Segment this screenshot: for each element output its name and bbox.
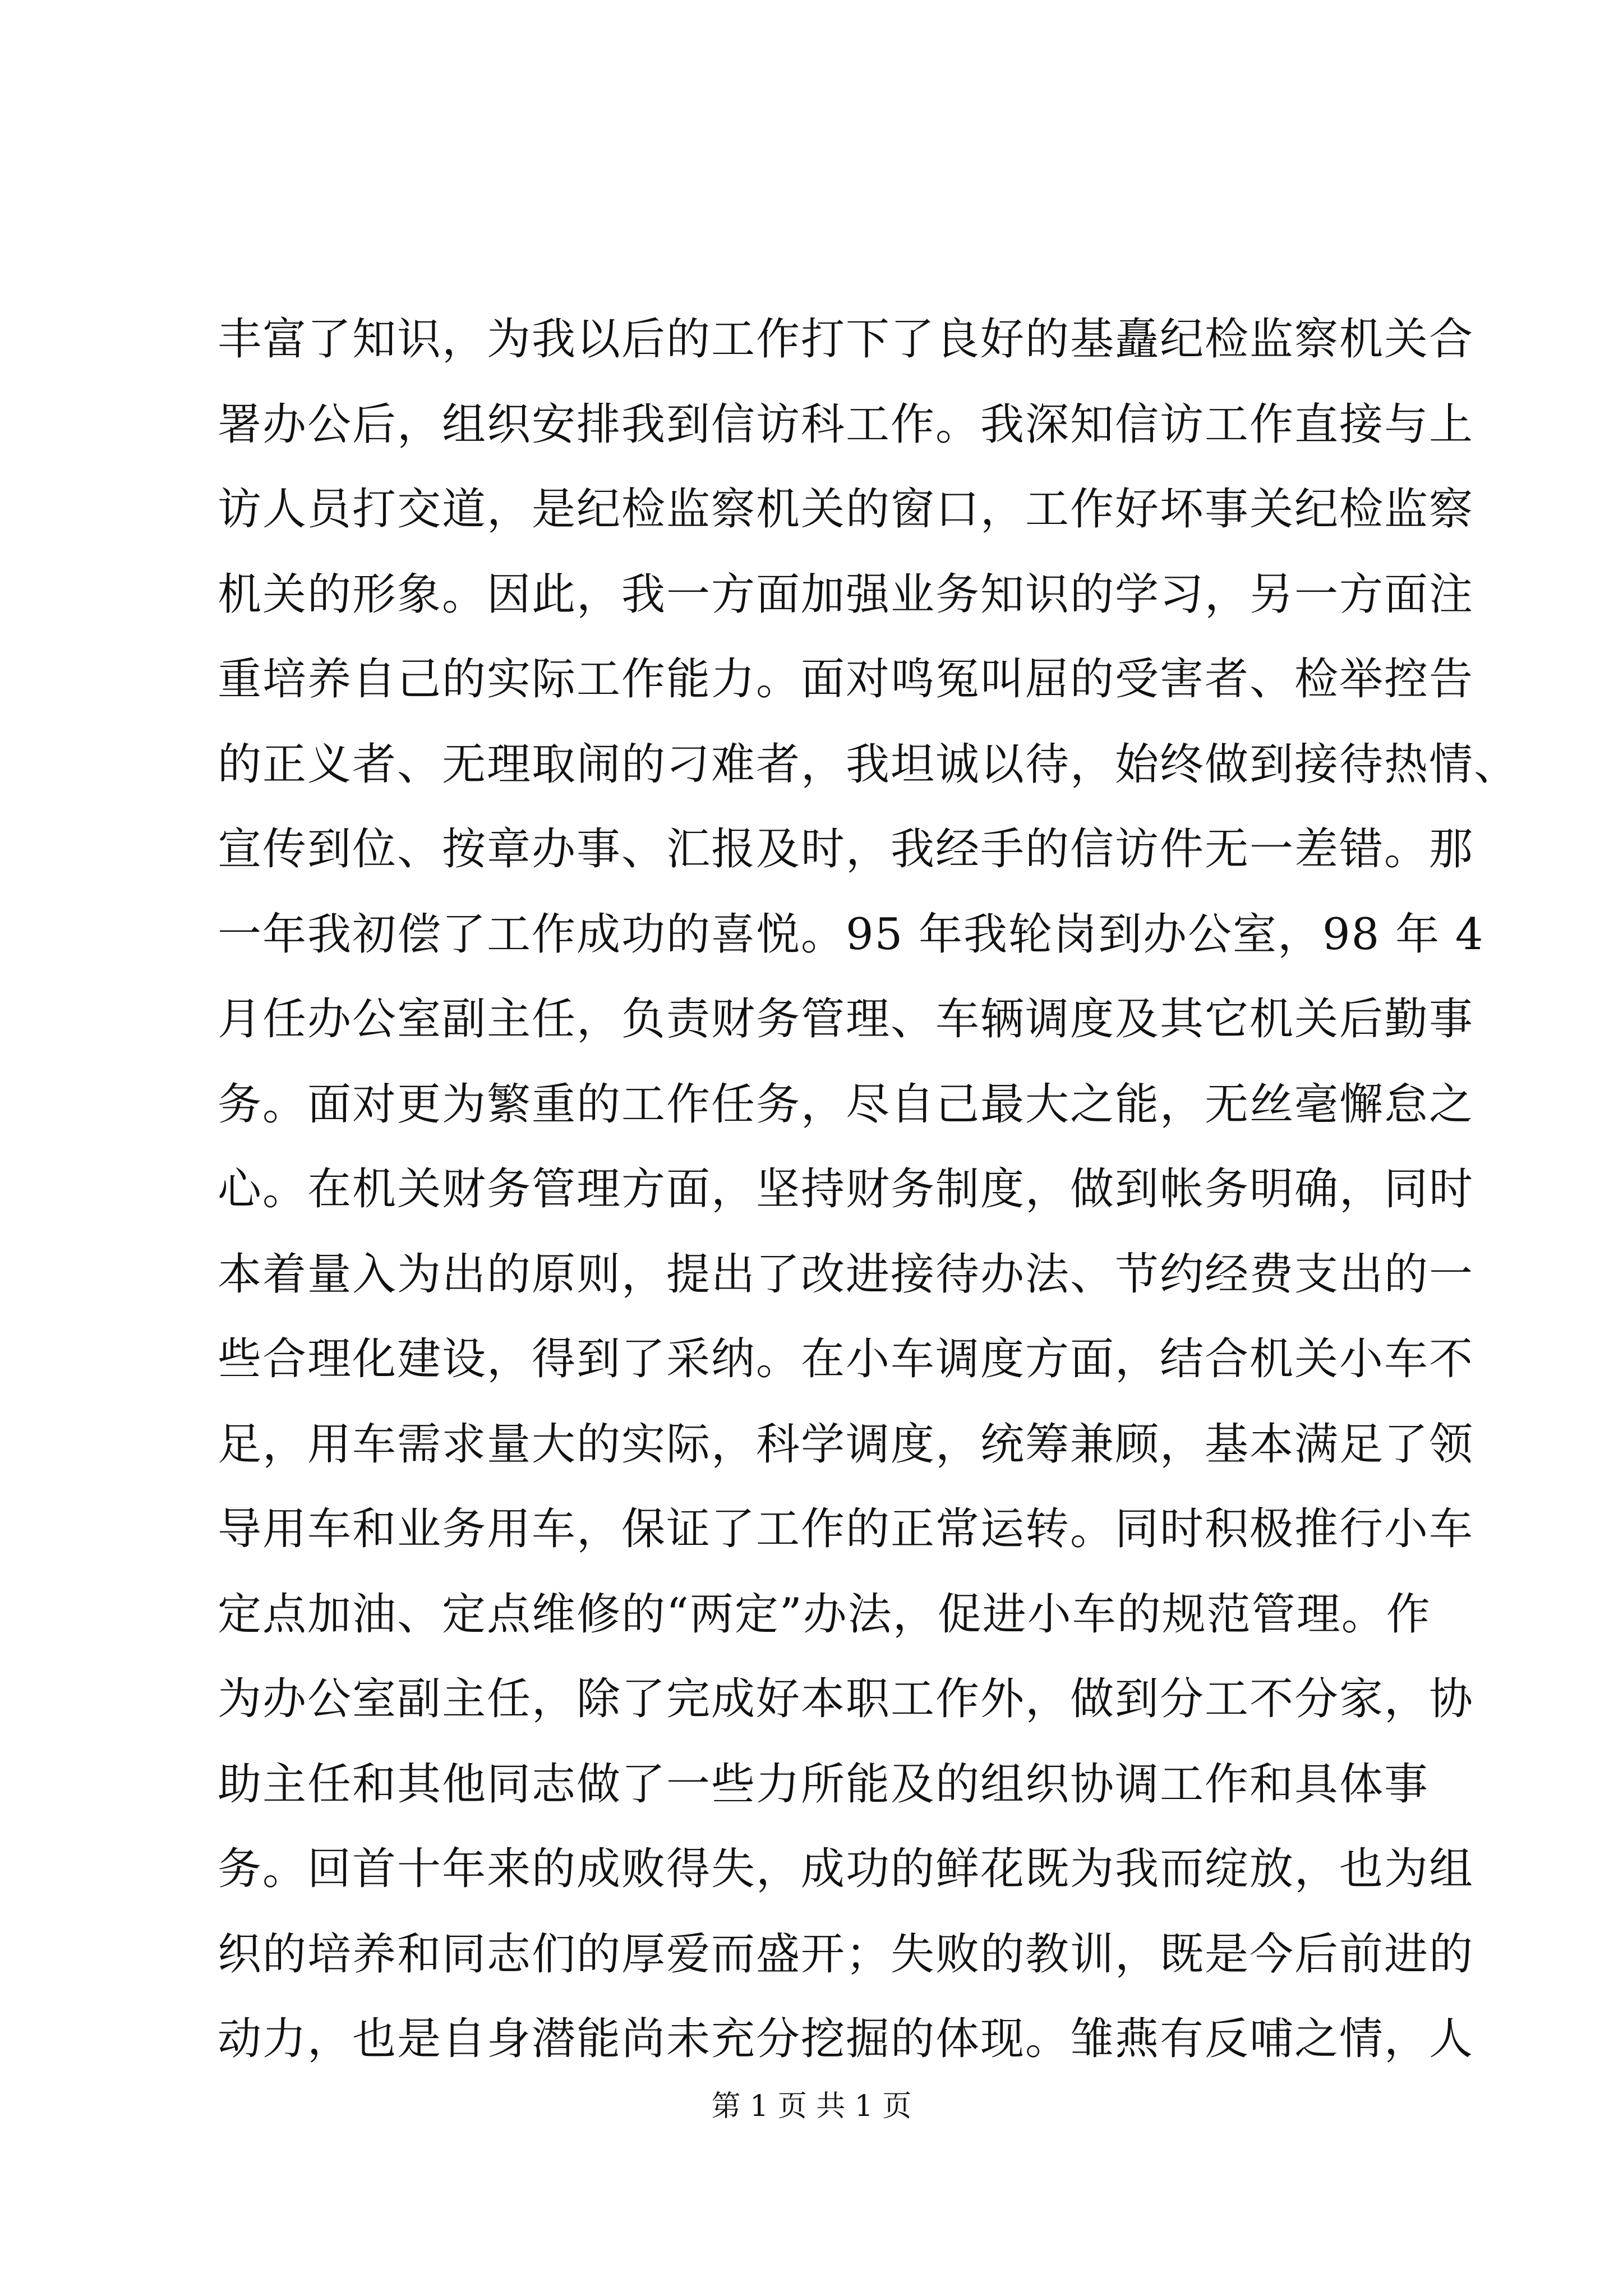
text-line: 本着量入为出的原则，提出了改进接待办法、节约经费支出的一 [218,1249,1474,1300]
text-line: 重培养自己的实际工作能力。面对鸣冤叫屈的受害者、检举控告 [218,654,1474,705]
text-line: 署办公后，组织安排我到信访科工作。我深知信访工作直接与上 [218,399,1474,450]
text-line: 心。在机关财务管理方面，坚持财务制度，做到帐务明确，同时 [218,1164,1474,1214]
text-line: 务。回首十年来的成败得失，成功的鲜花既为我而绽放，也为组 [218,1844,1474,1894]
text-line: 丰富了知识，为我以后的工作打下了良好的基矗纪检监察机关合 [218,314,1474,365]
body-text [218,297,1519,2082]
text-line: 访人员打交道，是纪检监察机关的窗口，工作好坏事关纪检监察 [218,484,1474,535]
text-line: 机关的形象。因此，我一方面加强业务知识的学习，另一方面注 [218,569,1474,620]
text-line: 织的培养和同志们的厚爱而盛开；失败的教训，既是今后前进的 [218,1929,1474,1980]
text-line: 动力，也是自身潜能尚未充分挖掘的体现。雏燕有反哺之情，人 [218,2014,1474,2064]
text-line: 一年我初偿了工作成功的喜悦。95 年我轮岗到办公室，98 年 4 [218,909,1484,960]
text-line: 宣传到位、按章办事、汇报及时，我经手的信访件无一差错。那 [218,824,1474,875]
text-line: 些合理化建设，得到了采纳。在小车调度方面，结合机关小车不 [218,1334,1474,1384]
page-footer [0,2084,1623,2129]
text-line: 导用车和业务用车，保证了工作的正常运转。同时积极推行小车 [218,1504,1474,1554]
text-line: 月任办公室副主任，负责财务管理、车辆调度及其它机关后勤事 [218,994,1474,1045]
text-line: 为办公室副主任，除了完成好本职工作外，做到分工不分家，协 [218,1674,1474,1724]
text-line: 足，用车需求量大的实际，科学调度，统筹兼顾，基本满足了领 [218,1419,1474,1470]
text-line: 务。面对更为繁重的工作任务，尽自己最大之能，无丝毫懈怠之 [218,1079,1474,1130]
text-line: 的正义者、无理取闹的刁难者，我坦诚以待，始终做到接待热情、 [218,739,1519,790]
text-line: 定点加油、定点维修的“两定”办法，促进小车的规范管理。作 [218,1589,1431,1640]
page-number: 第 1 页 共 1 页 [711,2090,912,2123]
text-line: 助主任和其他同志做了一些力所能及的组织协调工作和具体事 [218,1759,1430,1810]
